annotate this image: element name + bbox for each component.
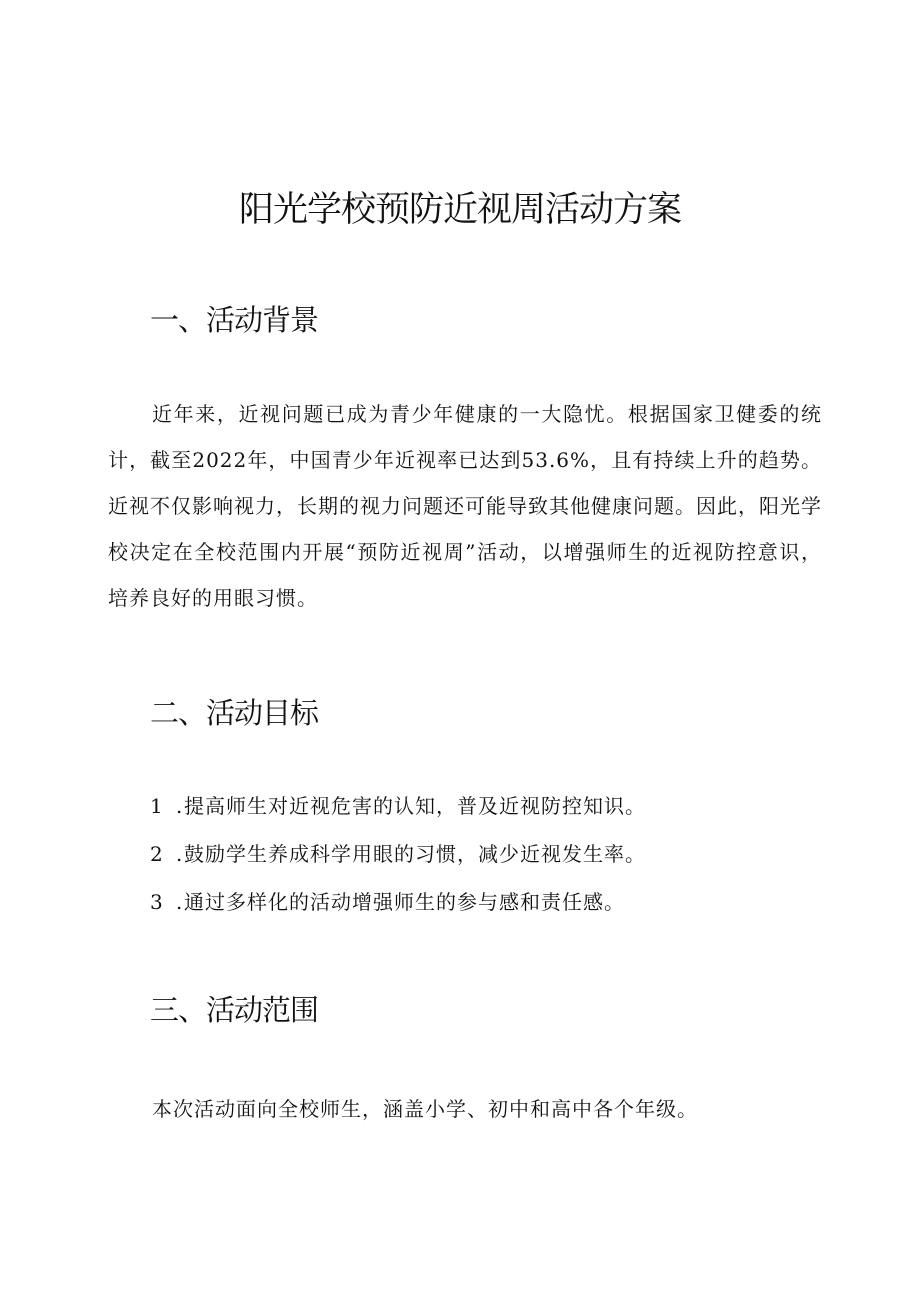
list-item-number: 3 <box>150 890 164 914</box>
list-item-number: 2 <box>150 842 164 866</box>
list-item-text: 通过多样化的活动增强师生的参与感和责任感。 <box>184 890 625 914</box>
list-item-separator: . <box>176 890 184 914</box>
list-item-separator: . <box>176 842 184 866</box>
goals-list <box>150 782 646 926</box>
list-item-separator: . <box>176 794 184 818</box>
section-heading-scope: 三、活动范围 <box>150 993 319 1027</box>
list-item-number: 1 <box>150 794 164 818</box>
list-item <box>150 878 646 926</box>
list-item-text: 鼓励学生养成科学用眼的习惯，减少近视发生率。 <box>184 842 646 866</box>
list-item-text: 提高师生对近视危害的认知，普及近视防控知识。 <box>184 794 646 818</box>
document-title: 阳光学校预防近视周活动方案 <box>238 190 681 230</box>
section-heading-goals: 二、活动目标 <box>150 696 319 730</box>
list-item <box>150 830 646 878</box>
section-heading-background: 一、活动背景 <box>150 303 319 337</box>
background-paragraph: 近年来，近视问题已成为青少年健康的一大隐忧。根据国家卫健委的统计，截至2022年，中国青少年近视率已达到53.6%，且有持续上升的趋势。近视不仅影响视力，长期的视力问题还可能导致其他健康问题。因此，阳光学校决定在全校范围内开展“预防近视周”活动，以增强师生的近视防控意识，培养良好的用眼习惯。 <box>108 402 822 610</box>
list-item <box>150 782 646 830</box>
scope-paragraph: 本次活动面向全校师生，涵盖小学、初中和高中各个年级。 <box>152 1097 698 1121</box>
